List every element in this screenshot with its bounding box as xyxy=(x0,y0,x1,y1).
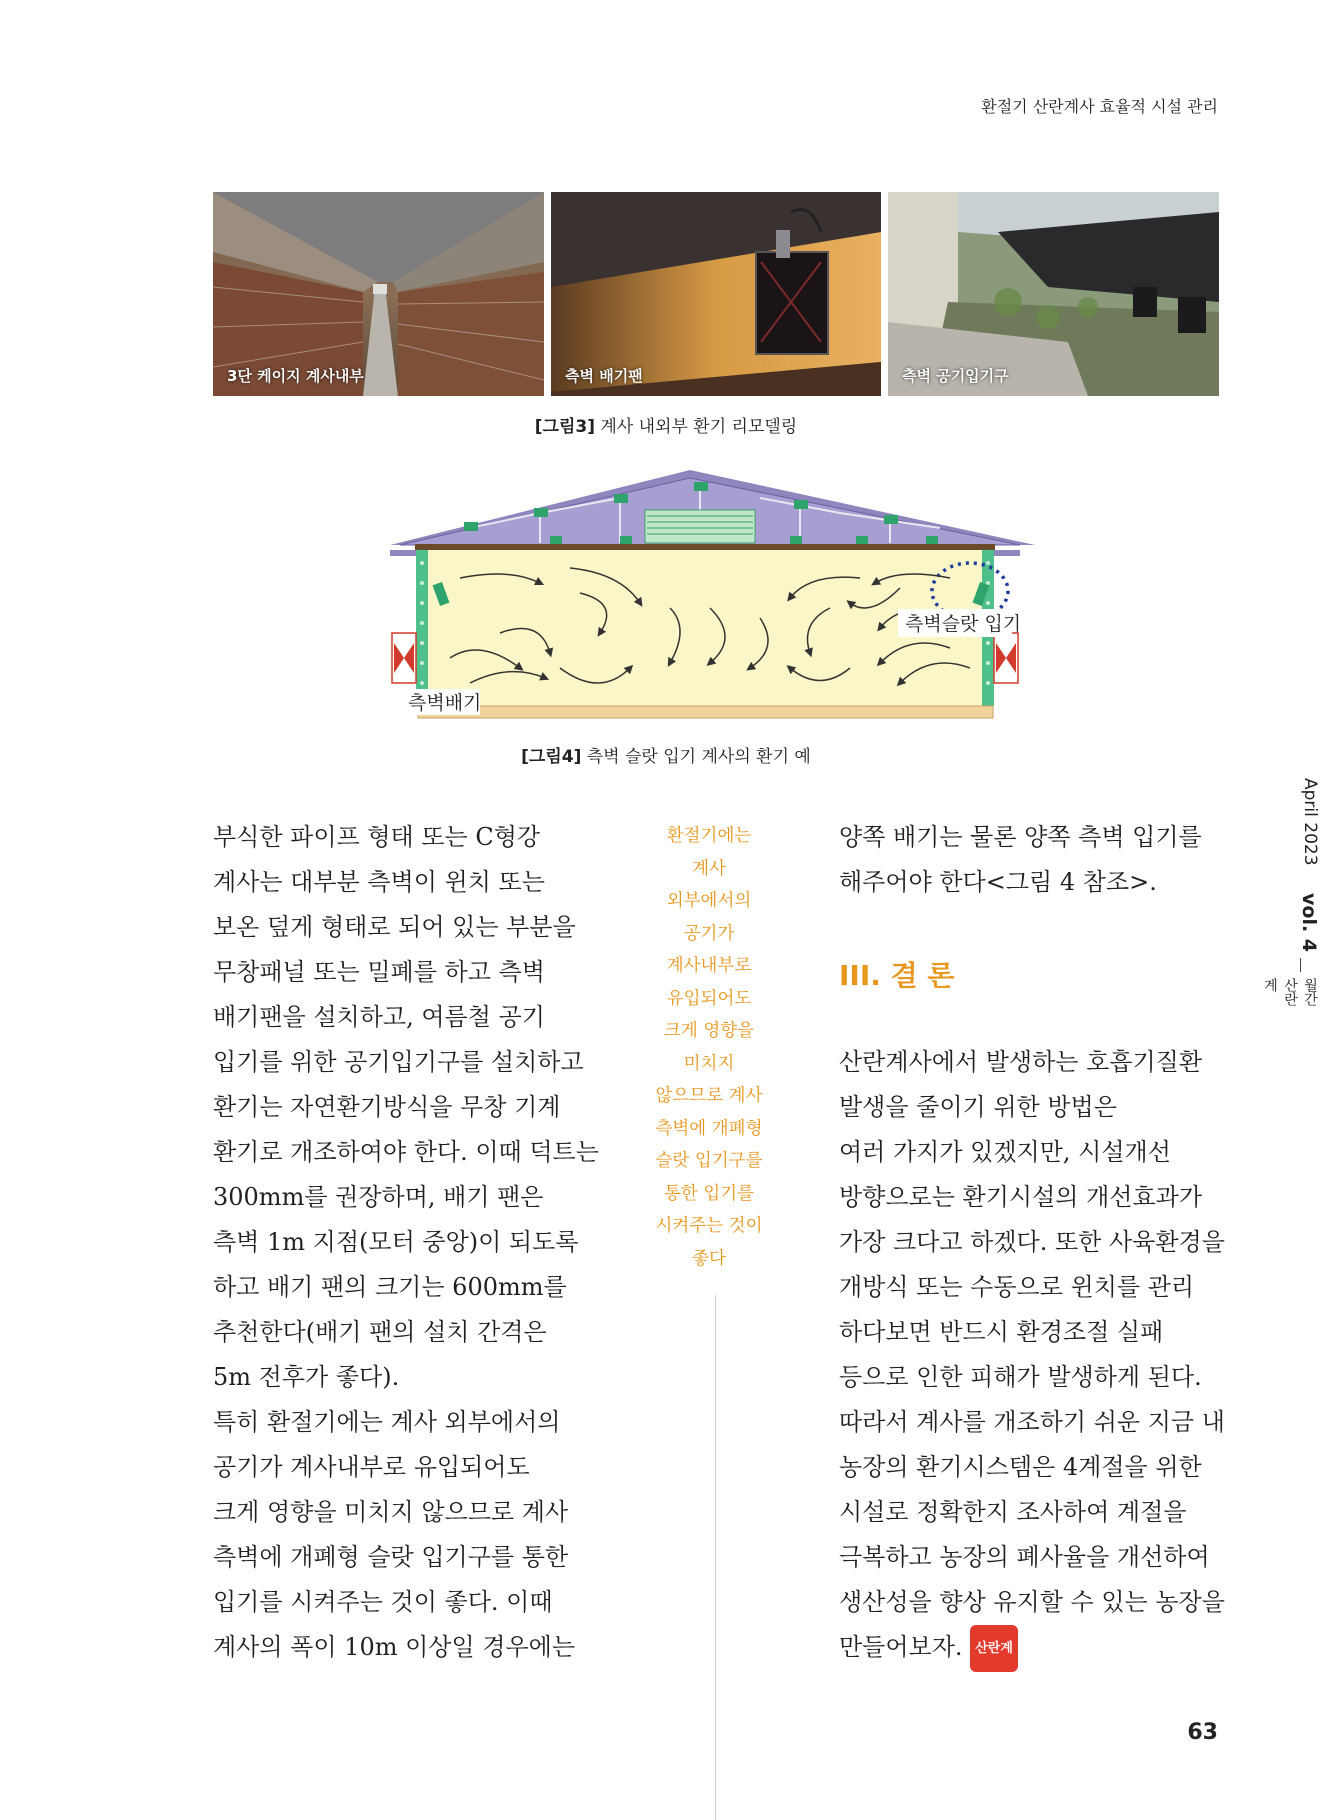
text-line: 여러 가지가 있겠지만, 시설개선 xyxy=(839,1138,1171,1166)
pull-quote-line: 통한 입기를 xyxy=(663,1183,755,1204)
text-line: 농장의 환기시스템은 4계절을 위한 xyxy=(839,1453,1202,1481)
pull-quote-line: 환절기에는 xyxy=(666,826,752,846)
final-text: 만들어보자. xyxy=(839,1633,963,1661)
photo-cage-interior xyxy=(213,192,544,396)
pull-quote-line: 유입되어도 xyxy=(666,988,752,1009)
figure3-caption-prefix: [그림3] xyxy=(534,417,595,437)
pull-quote-line: 계사내부로 xyxy=(666,956,752,976)
text-line: 환기는 자연환기방식을 무창 기계 xyxy=(213,1093,561,1121)
side-tab xyxy=(1262,778,1320,1018)
text-line: 측벽 1m 지점(모터 중앙)이 되도록 xyxy=(213,1228,579,1256)
text-line: 보온 덮게 형태로 되어 있는 부분을 xyxy=(213,913,576,941)
text-line: 5m 전후가 좋다). xyxy=(213,1363,400,1391)
text-line: 무창패널 또는 밀폐를 하고 측벽 xyxy=(213,958,545,986)
text-line: 양쪽 배기는 물론 양쪽 측벽 입기를 xyxy=(839,823,1202,851)
text-line: 특히 환절기에는 계사 외부에서의 xyxy=(213,1408,561,1436)
text-line: 측벽에 개폐형 슬랏 입기구를 통한 xyxy=(213,1543,569,1571)
ventilation-diagram xyxy=(380,468,1040,733)
text-line: 발생을 줄이기 위한 방법은 xyxy=(839,1093,1117,1121)
right-column-conclusion xyxy=(839,1040,1239,1672)
figure4-caption xyxy=(413,742,919,767)
label-side-inlet: 측벽슬랏 입기 xyxy=(905,613,1022,635)
side-tab-volume: vol. 4 xyxy=(1298,893,1320,953)
photo-label-fan: 측벽 배기팬 xyxy=(565,367,643,385)
pull-quote-line: 계사 xyxy=(692,858,726,879)
photo-exhaust-fan xyxy=(551,192,881,396)
side-tab-magazine: 월간산란계 xyxy=(1262,978,1318,1006)
text-line: 극복하고 농장의 폐사율을 개선하여 xyxy=(839,1543,1210,1571)
pull-quote-line: 외부에서의 xyxy=(666,891,752,911)
figure4-caption-prefix: [그림4] xyxy=(521,747,582,767)
page-number: 63 xyxy=(1187,1720,1218,1745)
right-column-intro xyxy=(839,815,1239,905)
pull-quote-line: 크게 영향을 xyxy=(663,1021,755,1041)
text-line: 입기를 위한 공기입기구를 설치하고 xyxy=(213,1048,584,1076)
running-title: 환절기 산란계사 효율적 시설 관리 xyxy=(981,97,1218,116)
text-line: 개방식 또는 수동으로 윈치를 관리 xyxy=(839,1273,1195,1301)
pull-quote xyxy=(638,820,780,1275)
side-tab-divider xyxy=(1300,958,1301,972)
text-line: 가장 크다고 하겠다. 또한 사육환경을 xyxy=(839,1228,1225,1256)
text-line: 하다보면 반드시 환경조절 실패 xyxy=(839,1318,1164,1346)
text-line: 배기팬을 설치하고, 여름철 공기 xyxy=(213,1003,545,1031)
right-eave xyxy=(994,550,1020,556)
text-line: 크게 영향을 미치지 않으므로 계사 xyxy=(213,1498,569,1526)
pull-quote-line: 측벽에 개폐형 xyxy=(655,1118,763,1139)
text-line: 하고 배기 팬의 크기는 600mm를 xyxy=(213,1273,567,1301)
text-line: 등으로 인한 피해가 발생하게 된다. xyxy=(839,1363,1202,1391)
photo-label-cage: 3단 케이지 계사내부 xyxy=(227,367,364,385)
left-column xyxy=(213,815,613,1670)
pull-quote-line: 슬랏 입기구를 xyxy=(655,1151,763,1171)
figure3-caption xyxy=(413,412,919,437)
text-line: 추천한다(배기 팬의 설치 간격은 xyxy=(213,1318,547,1346)
figure3-caption-text: 계사 내외부 환기 리모델링 xyxy=(594,417,798,437)
text-line: 부식한 파이프 형태 또는 C형강 xyxy=(213,823,541,851)
pull-quote-line: 좋다 xyxy=(692,1248,726,1269)
text-line: 산란계사에서 발생하는 호흡기질환 xyxy=(839,1048,1203,1076)
text-line: 시설로 정확한지 조사하여 계절을 xyxy=(839,1498,1187,1526)
text-line: 입기를 시켜주는 것이 좋다. 이때 xyxy=(213,1588,553,1616)
pull-quote-line: 공기가 xyxy=(683,923,735,944)
text-line: 환기로 개조하여야 한다. 이때 덕트는 xyxy=(213,1138,599,1166)
side-tab-issue: April 2023 xyxy=(1300,778,1320,866)
text-line-final xyxy=(839,1625,1239,1672)
text-line: 계사는 대부분 측벽이 윈치 또는 xyxy=(213,868,545,896)
section-title: III. 결 론 xyxy=(839,959,955,992)
pull-quote-line: 않으므로 계사 xyxy=(655,1086,763,1106)
text-line: 방향으로는 환기시설의 개선효과가 xyxy=(839,1183,1203,1211)
end-logo-icon: 산란계 xyxy=(970,1625,1018,1672)
photo-label-inlet: 측벽 공기입기구 xyxy=(902,367,1009,385)
ridge-vent xyxy=(645,510,755,543)
text-line: 300mm를 권장하며, 배기 팬은 xyxy=(213,1183,544,1211)
photo-air-inlet xyxy=(888,192,1219,396)
pull-quote-line: 시켜주는 것이 xyxy=(655,1216,763,1236)
text-line: 계사의 폭이 10m 이상일 경우에는 xyxy=(213,1633,576,1661)
label-side-exhaust: 측벽배기 xyxy=(408,692,482,714)
floor xyxy=(418,706,993,718)
text-line: 공기가 계사내부로 유입되어도 xyxy=(213,1453,530,1481)
ceiling xyxy=(415,544,995,550)
text-line: 생산성을 향상 유지할 수 있는 농장을 xyxy=(839,1588,1225,1616)
text-line: 따라서 계사를 개조하기 쉬운 지금 내 xyxy=(839,1408,1225,1436)
figure4-caption-text: 측벽 슬랏 입기 계사의 환기 예 xyxy=(581,747,811,767)
left-eave xyxy=(390,550,416,556)
pull-quote-line: 미치지 xyxy=(683,1053,735,1074)
text-line: 해주어야 한다<그림 4 참조>. xyxy=(839,868,1157,896)
pull-quote-divider xyxy=(715,1295,716,1820)
